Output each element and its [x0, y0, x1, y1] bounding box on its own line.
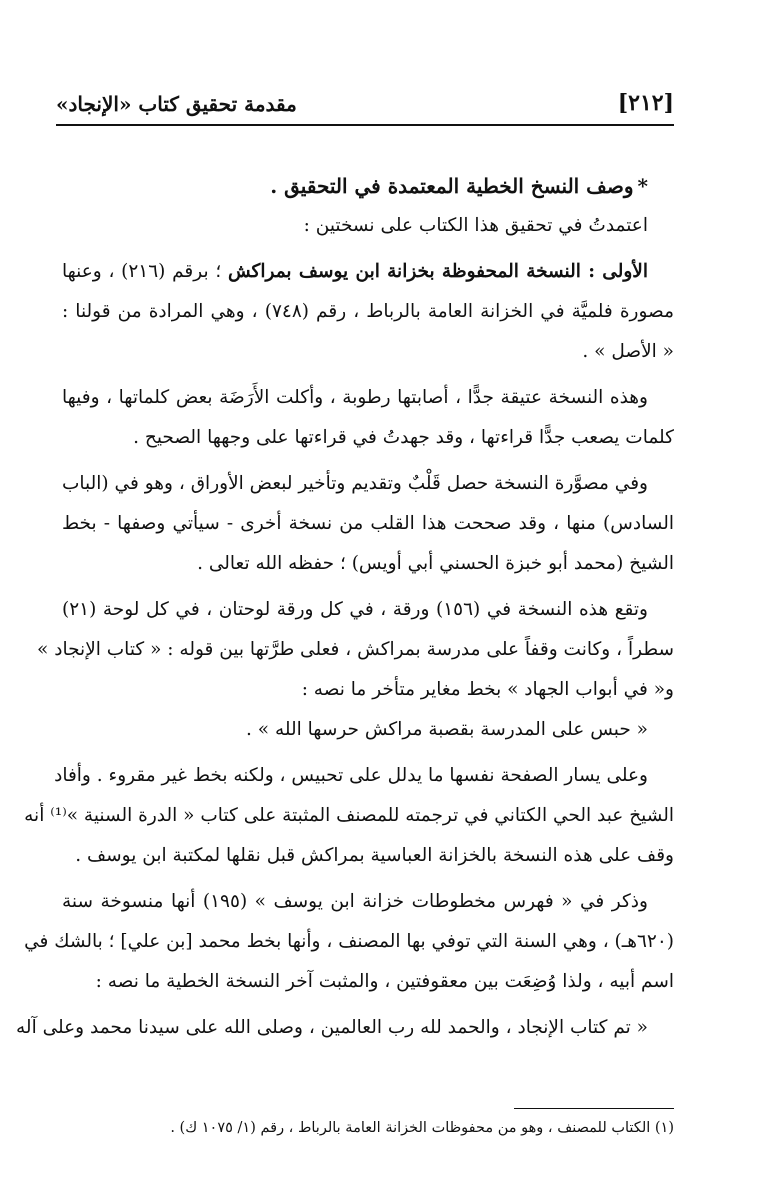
text-line — [62, 378, 674, 418]
line-text: وذكر في « فهرس مخطوطات خزانة ابن يوسف » (١٩٥) أنها منسوخة سنة — [62, 891, 648, 912]
line-text: و« في أبواب الجهاد » بخط مغاير متأخر ما نصه : — [301, 679, 674, 700]
page-number: [٢١٢] — [617, 90, 674, 116]
line-text: « حبس على المدرسة بقصبة مراكش حرسها الله » . — [246, 719, 648, 740]
line-text: وهذه النسخة عتيقة جدًّا ، أصابتها رطوبة ، وأكلت الأَرَضَة بعض كلماتها ، وفيها — [62, 387, 648, 408]
line-text: « الأصل » . — [582, 341, 674, 362]
line-text: وفي مصوَّرة النسخة حصل قَلْبٌ وتقديم وتأخير لبعض الأوراق ، وهو في (الباب — [62, 473, 648, 494]
line-text: السادس) منها ، وقد صححت هذا القلب من نسخة أخرى - سيأتي وصفها - بخط — [62, 513, 674, 534]
text-line — [16, 1008, 674, 1048]
section-heading-text: وصف النسخ الخطية المعتمدة في التحقيق . — [270, 174, 634, 198]
line-text: (٦٢٠هـ) ، وهي السنة التي توفي بها المصنف ، وأنها بخط محمد [بن علي] ؛ بالشك في — [24, 931, 674, 952]
line-text: اسم أبيه ، ولذا وُضِعَت بين معقوفتين ، والمثبت آخر النسخة الخطية ما نصه : — [95, 971, 674, 992]
text-line — [62, 464, 674, 504]
line-text: « تم كتاب الإنجاد ، والحمد لله رب العالمين ، وصلى الله على سيدنا محمد وعلى آله — [16, 1017, 648, 1038]
running-title: مقدمة تحقيق كتاب «الإنجاد» — [56, 92, 297, 116]
text-line — [62, 206, 674, 246]
star-bullet: * — [637, 174, 648, 198]
text-line — [37, 630, 674, 670]
text-line — [24, 922, 674, 962]
line-text: مصورة فلميَّة في الخزانة العامة بالرباط ، رقم (٧٤٨) ، وهي المرادة من قولنا : — [62, 301, 674, 322]
text-line — [62, 252, 674, 292]
footnote-rule — [514, 1108, 674, 1109]
text-line — [54, 756, 674, 796]
section-heading — [62, 166, 674, 206]
line-text: اعتمدتُ في تحقيق هذا الكتاب على نسختين : — [303, 215, 648, 236]
text-line — [62, 962, 674, 1002]
line-text: ؛ برقم (٢١٦) ، وعنها — [62, 261, 228, 282]
text-line — [62, 332, 674, 372]
paragraph-lines — [16, 206, 674, 1048]
text-line — [62, 544, 674, 584]
line-text: وقف على هذه النسخة بالخزانة العباسية بمراكش قبل نقلها لمكتبة ابن يوسف . — [75, 845, 674, 866]
body-text — [16, 166, 674, 1048]
line-text: الشيخ (محمد أبو خبزة الحسني أبي أويس) ؛ حفظه الله تعالى . — [197, 553, 674, 574]
page-header — [56, 82, 674, 126]
line-text: وتقع هذه النسخة في (١٥٦) ورقة ، في كل ورقة لوحتان ، في كل لوحة (٢١) — [62, 599, 648, 620]
text-line — [24, 796, 674, 836]
header-rule — [56, 124, 674, 126]
text-line — [62, 504, 674, 544]
line-text: سطراً ، وكانت وقفاً على مدرسة بمراكش ، فعلى طرَّتها بين قوله : « كتاب الإنجاد » — [37, 639, 674, 660]
line-text: كلمات يصعب جدًّا قراءتها ، وقد جهدتُ في قراءتها على وجهها الصحيح . — [133, 427, 674, 448]
line-text: وعلى يسار الصفحة نفسها ما يدلل على تحبيس ، ولكنه بخط غير مقروء . وأفاد — [54, 765, 648, 786]
text-line — [62, 292, 674, 332]
text-line — [62, 882, 674, 922]
bold-run: الأولى : النسخة المحفوظة بخزانة ابن يوسف بمراكش — [227, 261, 648, 282]
text-line — [62, 590, 674, 630]
footnote: (١) الكتاب للمصنف ، وهو من محفوظات الخزانة العامة بالرباط ، رقم (١/ ١٠٧٥ ك) . — [170, 1120, 674, 1136]
line-text: الشيخ عبد الحي الكتاني في ترجمته للمصنف المثبتة على كتاب « الدرة السنية »⁽¹⁾ أنه — [24, 805, 674, 826]
text-line — [62, 418, 674, 458]
text-line — [62, 836, 674, 876]
text-line — [62, 670, 674, 710]
text-line — [62, 710, 674, 750]
